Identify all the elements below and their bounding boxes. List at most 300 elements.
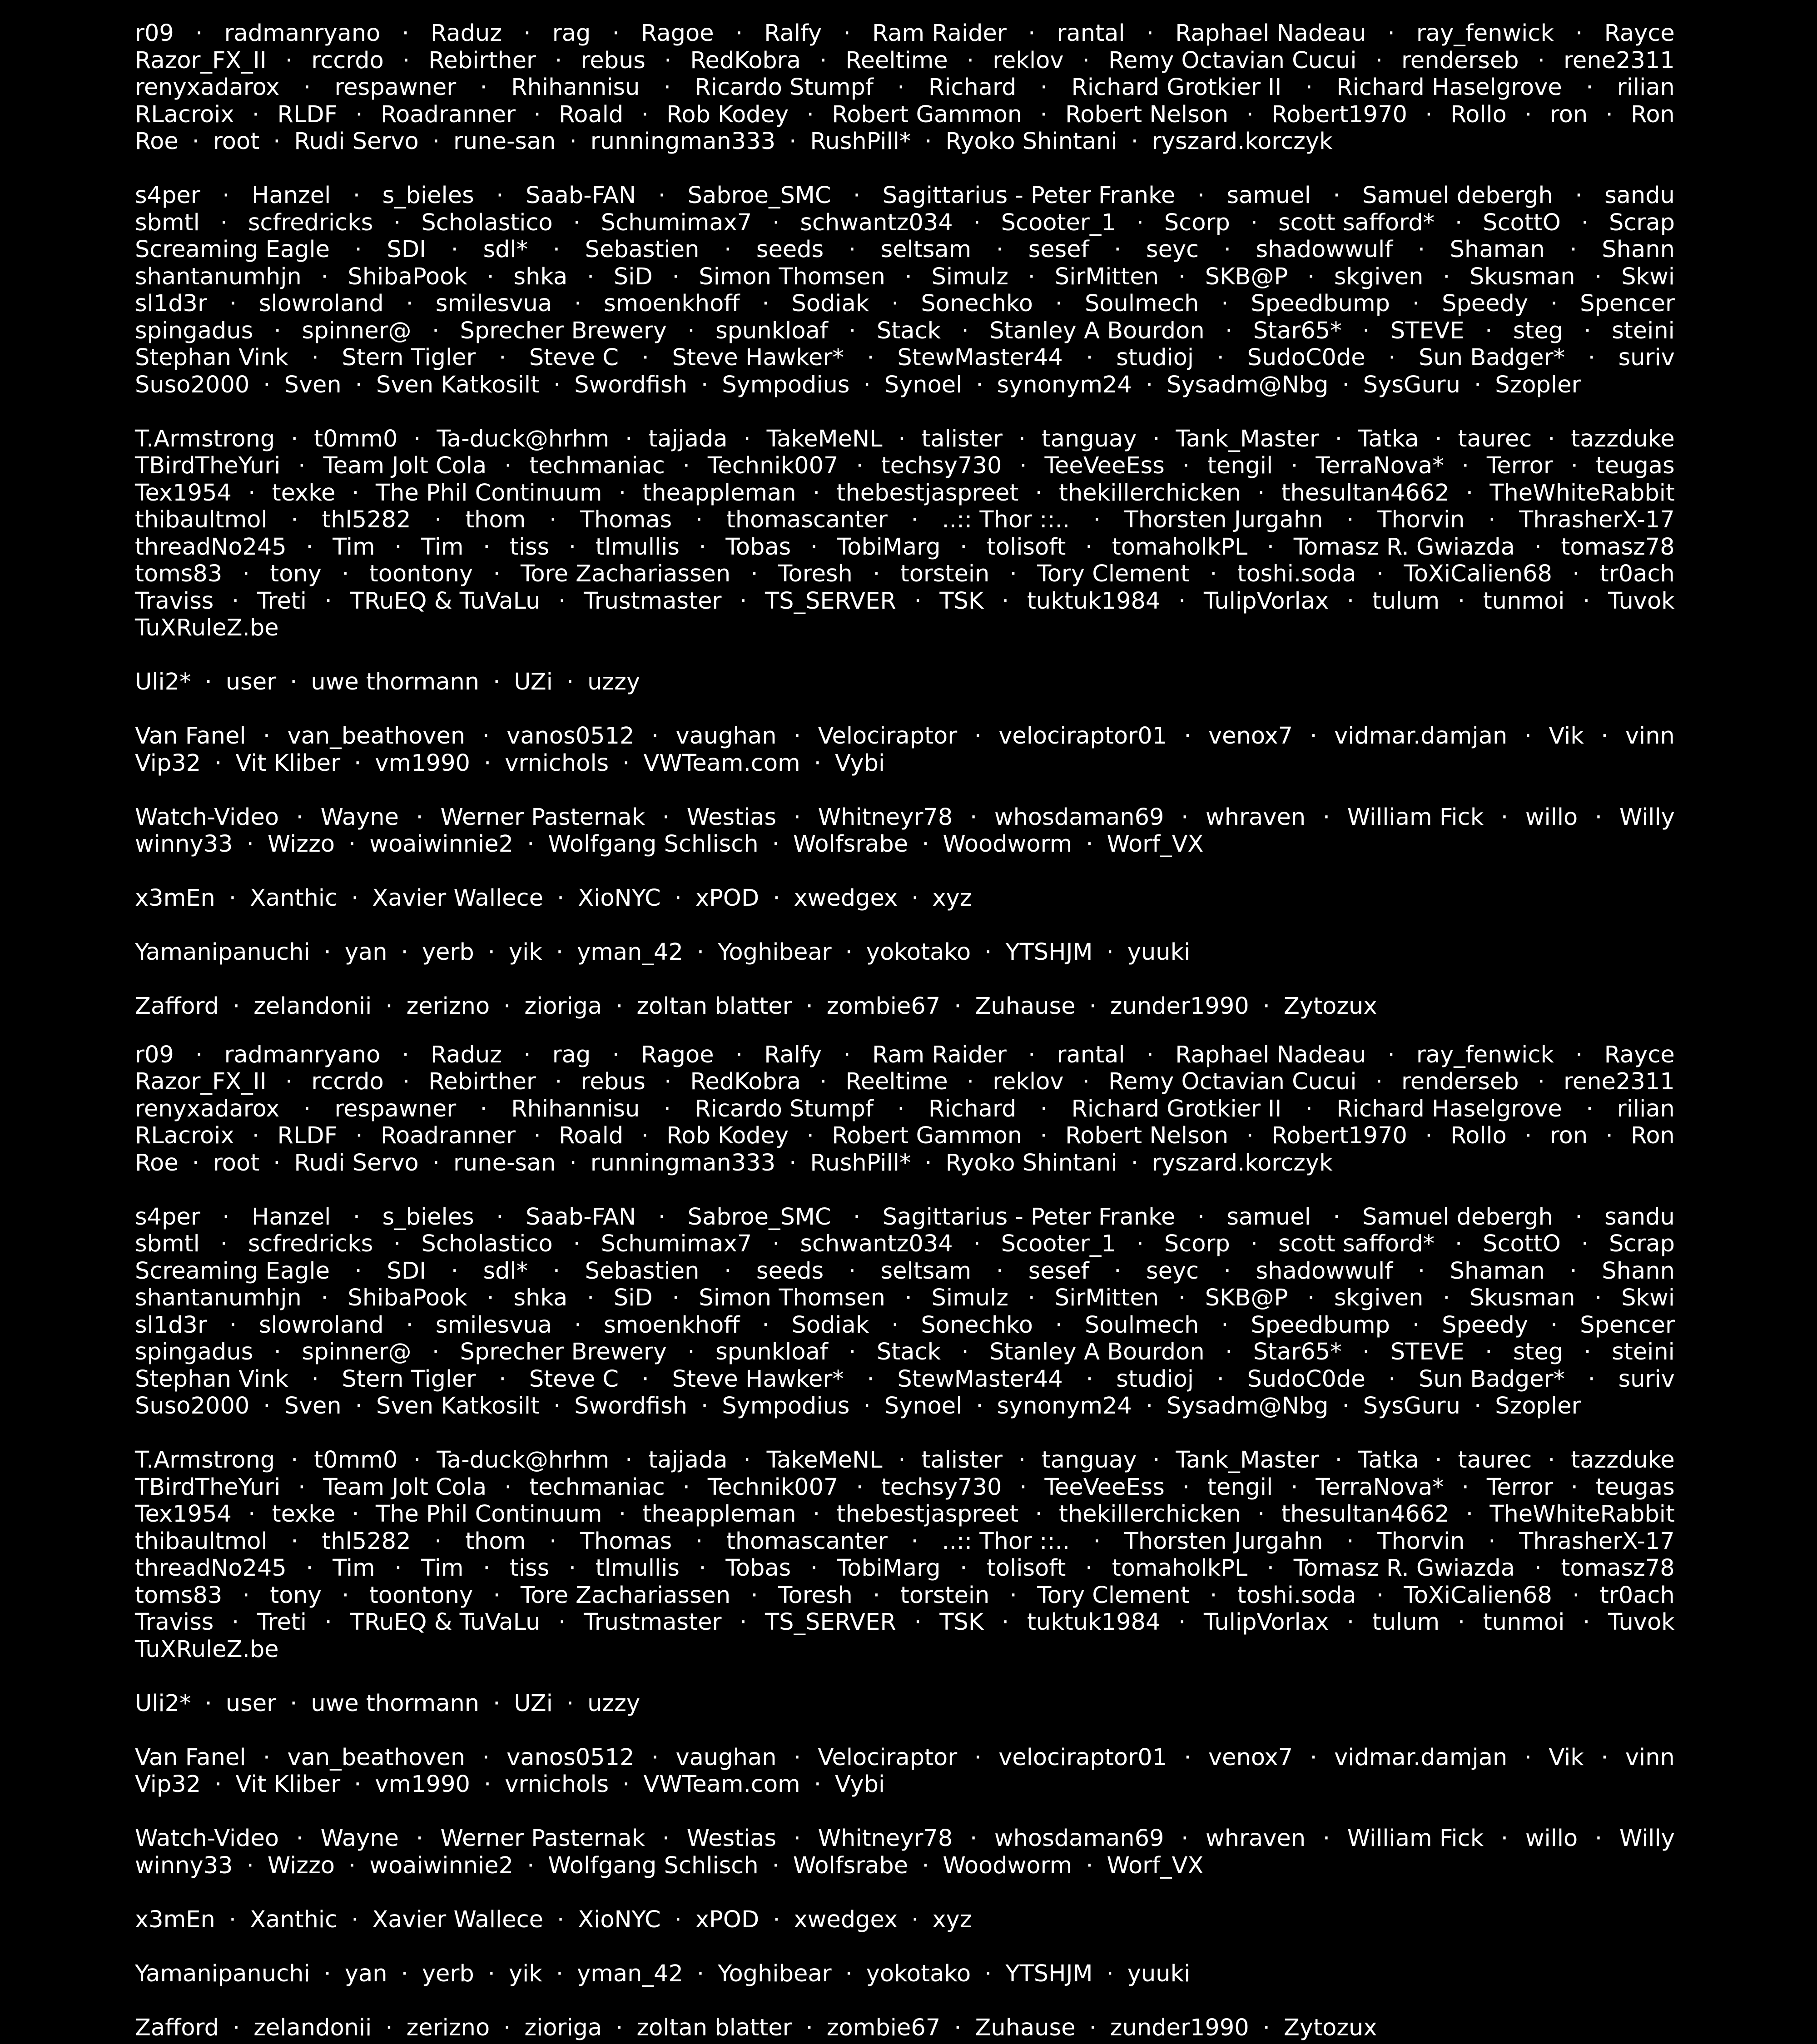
contributor-name: TheWhiteRabbit bbox=[1489, 1501, 1675, 1528]
contributor-name: xyz bbox=[932, 1906, 972, 1933]
contributor-name: Toresh bbox=[778, 561, 853, 587]
contributor-name: Xanthic bbox=[250, 885, 338, 912]
name-separator: · bbox=[1605, 101, 1613, 128]
contributor-name: taurec bbox=[1458, 1447, 1532, 1473]
contributor-name: ray_fenwick bbox=[1416, 1041, 1554, 1068]
contributor-name: Steve C bbox=[529, 1365, 619, 1393]
contributor-name: Sun Badger* bbox=[1419, 344, 1565, 371]
contributor-name: Terror bbox=[1486, 452, 1553, 479]
credits-line bbox=[135, 615, 1675, 642]
contributor-name: zerizno bbox=[406, 993, 490, 1020]
name-separator: · bbox=[701, 1393, 709, 1419]
name-separator: · bbox=[1584, 317, 1591, 344]
contributor-name: Ricardo Stumpf bbox=[695, 1095, 874, 1122]
contributor-name: SiD bbox=[613, 263, 653, 290]
contributor-name: RLacroix bbox=[135, 101, 234, 128]
contributor-name: Zuhause bbox=[975, 2014, 1076, 2041]
contributor-name: Spencer bbox=[1580, 290, 1675, 317]
name-separator: · bbox=[616, 993, 623, 1020]
name-separator: · bbox=[954, 993, 962, 1020]
name-separator: · bbox=[246, 831, 254, 858]
name-separator: · bbox=[1346, 506, 1354, 533]
name-separator: · bbox=[853, 1203, 861, 1230]
contributor-name: Tobas bbox=[725, 533, 791, 561]
name-separator: · bbox=[663, 1095, 671, 1122]
name-separator: · bbox=[695, 1528, 703, 1555]
contributor-name: Zuhause bbox=[975, 993, 1076, 1020]
name-separator: · bbox=[1082, 47, 1090, 74]
contributor-name: Rayce bbox=[1604, 20, 1675, 47]
contributor-name: zombie67 bbox=[826, 993, 941, 1020]
contributor-name: toshi.soda bbox=[1237, 1582, 1356, 1609]
name-separator: · bbox=[1216, 344, 1224, 371]
contributor-name: sbmtl bbox=[135, 1230, 200, 1257]
name-separator: · bbox=[1581, 1230, 1589, 1257]
contributor-name: Ram Raider bbox=[872, 1041, 1007, 1068]
contributor-name: sesef bbox=[1028, 1257, 1089, 1285]
name-separator: · bbox=[527, 831, 535, 858]
credits-line bbox=[135, 101, 1675, 129]
contributor-name: Tore Zachariassen bbox=[521, 1582, 731, 1609]
contributor-name: Robert Nelson bbox=[1065, 1122, 1229, 1149]
contributor-name: teugas bbox=[1595, 452, 1675, 479]
name-separator: · bbox=[1412, 290, 1420, 317]
name-separator: · bbox=[1572, 1582, 1580, 1609]
contributor-name: sl1d3r bbox=[135, 1311, 207, 1339]
credits-line bbox=[135, 1474, 1675, 1501]
contributor-name: Ta-duck@hrhm bbox=[437, 425, 610, 452]
name-separator: · bbox=[806, 101, 814, 128]
name-separator: · bbox=[1575, 182, 1583, 209]
contributor-name: slowroland bbox=[258, 1311, 384, 1339]
name-separator: · bbox=[1485, 317, 1493, 344]
contributor-name: theappleman bbox=[642, 1501, 796, 1528]
name-separator: · bbox=[504, 1473, 512, 1501]
name-separator: · bbox=[432, 1339, 440, 1365]
credits-line bbox=[135, 128, 1675, 155]
name-separator: · bbox=[924, 1149, 932, 1176]
credits-line bbox=[135, 1501, 1675, 1528]
name-separator: · bbox=[1570, 1473, 1578, 1501]
credits-line bbox=[135, 1339, 1675, 1366]
name-separator: · bbox=[413, 425, 421, 452]
name-separator: · bbox=[587, 1285, 595, 1311]
name-separator: · bbox=[996, 1257, 1004, 1285]
contributor-name: s_bieles bbox=[382, 1203, 474, 1230]
contributor-name: Steve Hawker* bbox=[672, 1365, 844, 1393]
contributor-name: Hanzel bbox=[252, 1203, 331, 1230]
name-separator: · bbox=[228, 885, 237, 912]
name-separator: · bbox=[1262, 2014, 1270, 2041]
contributor-name: sbmtl bbox=[135, 209, 200, 236]
name-separator: · bbox=[1145, 1393, 1153, 1419]
contributor-name: StewMaster44 bbox=[897, 1365, 1063, 1393]
contributor-name: Uli2* bbox=[135, 1690, 191, 1717]
contributor-name: Sprecher Brewery bbox=[460, 317, 667, 344]
contributor-name: tomasz78 bbox=[1561, 533, 1675, 561]
name-separator: · bbox=[496, 182, 504, 209]
contributor-name: TerraNova* bbox=[1316, 1473, 1444, 1501]
name-separator: · bbox=[961, 1339, 969, 1365]
contributor-name: vidmar.damjan bbox=[1334, 723, 1508, 749]
name-separator: · bbox=[976, 1393, 983, 1419]
name-separator: · bbox=[527, 1852, 535, 1879]
name-separator: · bbox=[793, 723, 801, 749]
contributor-name: Westias bbox=[686, 1825, 777, 1852]
credits-line bbox=[135, 1068, 1675, 1096]
credits-line bbox=[135, 1906, 1675, 1934]
contributor-name: Vip32 bbox=[135, 1771, 201, 1798]
name-separator: · bbox=[483, 1555, 491, 1582]
credits-line bbox=[135, 1393, 1675, 1420]
name-separator: · bbox=[1417, 1257, 1425, 1285]
name-separator: · bbox=[1601, 1744, 1608, 1771]
contributor-name: Sonechko bbox=[921, 290, 1033, 317]
contributor-name: s4per bbox=[135, 1203, 200, 1230]
name-separator: · bbox=[354, 749, 362, 777]
contributor-name: Richard bbox=[928, 1095, 1017, 1122]
name-separator: · bbox=[911, 1528, 918, 1555]
name-separator: · bbox=[664, 47, 672, 74]
credits-line bbox=[135, 1636, 1675, 1663]
contributor-name: TS_SERVER bbox=[765, 1609, 896, 1636]
contributor-name: studioj bbox=[1116, 344, 1194, 371]
name-separator: · bbox=[1583, 1609, 1590, 1636]
name-separator: · bbox=[1584, 1339, 1591, 1365]
contributor-name: Screaming Eagle bbox=[135, 236, 330, 263]
contributor-name: STEVE bbox=[1390, 1339, 1465, 1365]
contributor-name: Robert Gammon bbox=[832, 101, 1023, 128]
name-separator: · bbox=[1534, 1555, 1542, 1582]
contributor-name: TBirdTheYuri bbox=[135, 452, 281, 479]
contributor-name: tajjada bbox=[648, 1447, 728, 1473]
name-separator: · bbox=[568, 1555, 576, 1582]
contributor-name: Watch-Video bbox=[135, 804, 279, 831]
contributor-name: Richard Haselgrove bbox=[1336, 74, 1562, 101]
name-separator: · bbox=[658, 182, 666, 209]
contributor-name: Shaman bbox=[1450, 1257, 1545, 1285]
contributor-name: r09 bbox=[135, 1041, 174, 1068]
name-separator: · bbox=[922, 1852, 929, 1879]
name-separator: · bbox=[1575, 1203, 1583, 1230]
contributor-name: Werner Pasternak bbox=[440, 1825, 645, 1852]
contributor-name: vanos0512 bbox=[506, 723, 635, 749]
contributor-name: t0mm0 bbox=[314, 1447, 398, 1473]
contributor-name: Stack bbox=[876, 317, 941, 344]
name-separator: · bbox=[867, 1365, 874, 1393]
name-separator: · bbox=[416, 1825, 423, 1852]
name-separator: · bbox=[806, 1122, 814, 1149]
credits-line bbox=[135, 939, 1675, 966]
name-separator: · bbox=[229, 290, 237, 317]
contributor-name: SDI bbox=[387, 1257, 427, 1285]
contributor-name: zunder1990 bbox=[1110, 993, 1249, 1020]
name-separator: · bbox=[682, 452, 690, 479]
contributor-name: Wolfsrabe bbox=[793, 1852, 908, 1879]
name-separator: · bbox=[306, 1555, 313, 1582]
contributor-name: Skwi bbox=[1621, 1285, 1675, 1311]
contributor-name: vm1990 bbox=[375, 1771, 470, 1798]
contributor-name: ShibaPook bbox=[348, 1285, 467, 1311]
credits-block bbox=[135, 20, 1675, 1020]
contributor-name: Sven Katkosilt bbox=[376, 371, 540, 398]
contributor-name: Sven bbox=[284, 371, 342, 398]
contributor-name: Stern Tigler bbox=[342, 344, 476, 371]
name-separator: · bbox=[533, 1122, 541, 1149]
name-separator: · bbox=[1346, 1609, 1355, 1636]
contributor-name: Velociraptor bbox=[818, 723, 958, 749]
name-separator: · bbox=[658, 1203, 666, 1230]
contributor-name: Tuvok bbox=[1608, 1609, 1675, 1636]
credits-block bbox=[135, 1042, 1675, 2042]
contributor-name: tanguay bbox=[1041, 1447, 1137, 1473]
contributor-name: rune-san bbox=[453, 128, 556, 155]
contributor-name: Whitneyr78 bbox=[818, 1825, 953, 1852]
contributor-name: TSK bbox=[939, 1609, 984, 1636]
contributor-name: tiss bbox=[509, 533, 550, 561]
credits-line bbox=[135, 290, 1675, 318]
contributor-name: Scorp bbox=[1164, 1230, 1230, 1257]
contributor-name: rccrdo bbox=[311, 1068, 384, 1095]
name-separator: · bbox=[273, 1339, 281, 1365]
contributor-name: vaughan bbox=[675, 1744, 777, 1771]
contributor-name: smoenkhoff bbox=[604, 1311, 740, 1339]
name-separator: · bbox=[898, 425, 906, 452]
contributor-name: Ragoe bbox=[641, 20, 714, 47]
credits-section-x bbox=[135, 885, 1675, 912]
credits-line bbox=[135, 750, 1675, 777]
contributor-name: SKB@P bbox=[1205, 1285, 1288, 1311]
name-separator: · bbox=[1569, 236, 1577, 263]
name-separator: · bbox=[740, 587, 747, 615]
name-separator: · bbox=[1182, 1473, 1190, 1501]
contributor-name: Thomas bbox=[580, 506, 672, 533]
contributor-name: Stephan Vink bbox=[135, 1365, 289, 1393]
contributor-name: Ta-duck@hrhm bbox=[437, 1447, 610, 1473]
name-separator: · bbox=[1375, 1068, 1383, 1095]
name-separator: · bbox=[566, 1690, 574, 1717]
contributor-name: Vip32 bbox=[135, 749, 201, 777]
contributor-name: Technik007 bbox=[707, 452, 839, 479]
name-separator: · bbox=[1223, 236, 1231, 263]
name-separator: · bbox=[1223, 1257, 1231, 1285]
name-separator: · bbox=[618, 479, 626, 506]
name-separator: · bbox=[1086, 1852, 1093, 1879]
name-separator: · bbox=[204, 1690, 212, 1717]
contributor-name: StewMaster44 bbox=[897, 344, 1063, 371]
name-separator: · bbox=[1524, 1744, 1532, 1771]
credits-section-t bbox=[135, 426, 1675, 642]
name-separator: · bbox=[616, 2014, 623, 2041]
contributor-name: tolisoft bbox=[986, 533, 1066, 561]
name-separator: · bbox=[1085, 533, 1093, 561]
contributor-name: Yamanipanuchi bbox=[135, 1960, 310, 1987]
name-separator: · bbox=[1333, 1203, 1340, 1230]
contributor-name: x3mEn bbox=[135, 1906, 215, 1933]
contributor-name: Zytozux bbox=[1283, 2014, 1377, 2041]
name-separator: · bbox=[434, 506, 442, 533]
name-separator: · bbox=[1019, 1473, 1027, 1501]
contributor-name: ryszard.korczyk bbox=[1152, 128, 1333, 155]
name-separator: · bbox=[1178, 1609, 1186, 1636]
contributor-name: synonym24 bbox=[997, 371, 1132, 398]
name-separator: · bbox=[772, 209, 780, 236]
name-separator: · bbox=[773, 1906, 780, 1933]
contributor-name: theappleman bbox=[642, 479, 796, 506]
credits-line bbox=[135, 885, 1675, 912]
contributor-name: xPOD bbox=[695, 1906, 760, 1933]
name-separator: · bbox=[355, 1393, 362, 1419]
contributor-name: seyc bbox=[1146, 1257, 1199, 1285]
contributor-name: Werner Pasternak bbox=[440, 804, 645, 831]
name-separator: · bbox=[1335, 1447, 1342, 1473]
contributor-name: ShibaPook bbox=[348, 263, 467, 290]
name-separator: · bbox=[1594, 263, 1602, 290]
name-separator: · bbox=[772, 1230, 780, 1257]
contributor-name: rebus bbox=[581, 47, 645, 74]
contributor-name: shadowwulf bbox=[1256, 236, 1393, 263]
contributor-name: TeeVeeEss bbox=[1044, 1473, 1165, 1501]
name-separator: · bbox=[1524, 101, 1532, 128]
contributor-name: zoltan blatter bbox=[636, 2014, 792, 2041]
name-separator: · bbox=[493, 669, 501, 695]
name-separator: · bbox=[273, 317, 281, 344]
contributor-name: RedKobra bbox=[690, 47, 801, 74]
contributor-name: Ralfy bbox=[764, 1041, 822, 1068]
name-separator: · bbox=[1524, 723, 1532, 749]
credits-line bbox=[135, 344, 1675, 372]
contributor-name: Toresh bbox=[778, 1582, 853, 1609]
contributor-name: TobiMarg bbox=[837, 533, 941, 561]
contributor-name: woaiwinnie2 bbox=[369, 1852, 514, 1879]
contributor-name: ScottO bbox=[1483, 209, 1561, 236]
name-separator: · bbox=[556, 1960, 564, 1987]
name-separator: · bbox=[355, 371, 362, 398]
name-separator: · bbox=[1221, 290, 1229, 317]
contributor-name: tulum bbox=[1372, 1609, 1440, 1636]
name-separator: · bbox=[296, 1825, 303, 1852]
name-separator: · bbox=[663, 74, 671, 101]
name-separator: · bbox=[355, 1122, 363, 1149]
contributor-name: toshi.soda bbox=[1237, 561, 1356, 587]
contributor-name: xwedgex bbox=[794, 885, 898, 912]
name-separator: · bbox=[434, 1528, 442, 1555]
name-separator: · bbox=[1570, 452, 1578, 479]
contributor-name: vm1990 bbox=[375, 749, 470, 777]
name-separator: · bbox=[843, 20, 851, 47]
contributor-name: Rob Kodey bbox=[666, 1122, 789, 1149]
contributor-name: sandu bbox=[1604, 182, 1675, 209]
name-separator: · bbox=[911, 506, 918, 533]
contributor-name: scfredricks bbox=[248, 209, 373, 236]
contributor-name: Vybi bbox=[834, 749, 885, 777]
name-separator: · bbox=[810, 1555, 818, 1582]
contributor-name: schwantz034 bbox=[800, 209, 953, 236]
contributor-name: Rudi Servo bbox=[294, 1149, 419, 1176]
name-separator: · bbox=[961, 317, 969, 344]
contributor-name: Zafford bbox=[135, 2014, 219, 2041]
contributor-name: Ricardo Stumpf bbox=[695, 74, 874, 101]
name-separator: · bbox=[1461, 1473, 1469, 1501]
contributor-name: studioj bbox=[1116, 1365, 1194, 1393]
contributor-name: Robert Nelson bbox=[1065, 101, 1229, 128]
contributor-name: renderseb bbox=[1401, 47, 1519, 74]
name-separator: · bbox=[1305, 1095, 1313, 1122]
contributor-name: ray_fenwick bbox=[1416, 20, 1554, 47]
name-separator: · bbox=[1178, 587, 1186, 615]
contributor-name: Schumimax7 bbox=[601, 1230, 752, 1257]
contributor-name: SKB@P bbox=[1205, 263, 1288, 290]
name-separator: · bbox=[555, 1068, 562, 1095]
name-separator: · bbox=[984, 1960, 992, 1987]
name-separator: · bbox=[740, 1609, 747, 1636]
contributor-name: suriv bbox=[1618, 1365, 1675, 1393]
name-separator: · bbox=[252, 101, 260, 128]
name-separator: · bbox=[848, 1257, 856, 1285]
credits-line bbox=[135, 1771, 1675, 1798]
name-separator: · bbox=[246, 1852, 254, 1879]
contributor-name: TS_SERVER bbox=[765, 587, 896, 615]
contributor-name: Soulmech bbox=[1084, 1311, 1199, 1339]
contributor-name: SirMitten bbox=[1054, 263, 1159, 290]
contributor-name: Richard Grotkier II bbox=[1071, 74, 1282, 101]
name-separator: · bbox=[1569, 1257, 1577, 1285]
name-separator: · bbox=[483, 1771, 491, 1798]
name-separator: · bbox=[273, 128, 281, 155]
contributor-name: Szopler bbox=[1495, 1393, 1581, 1419]
name-separator: · bbox=[499, 1365, 506, 1393]
name-separator: · bbox=[406, 290, 413, 317]
contributor-name: whosdaman69 bbox=[994, 1825, 1164, 1852]
contributor-name: Stack bbox=[876, 1339, 941, 1365]
contributor-name: Skwi bbox=[1621, 263, 1675, 290]
contributor-name: shadowwulf bbox=[1256, 1257, 1393, 1285]
name-separator: · bbox=[1040, 101, 1048, 128]
credits-section-z bbox=[135, 2014, 1675, 2042]
name-separator: · bbox=[220, 1230, 228, 1257]
contributor-name: Zafford bbox=[135, 993, 219, 1020]
contributor-name: Rhihannisu bbox=[511, 1095, 640, 1122]
contributor-name: shantanumhjn bbox=[135, 263, 302, 290]
name-separator: · bbox=[848, 236, 856, 263]
contributor-name: toontony bbox=[369, 1582, 473, 1609]
name-separator: · bbox=[618, 1501, 626, 1528]
name-separator: · bbox=[1333, 182, 1340, 209]
name-separator: · bbox=[1216, 1365, 1224, 1393]
contributor-name: William Fick bbox=[1347, 804, 1484, 831]
contributor-name: Thorsten Jurgahn bbox=[1124, 506, 1323, 533]
name-separator: · bbox=[487, 939, 495, 966]
contributor-name: Roe bbox=[135, 128, 179, 155]
name-separator: · bbox=[1002, 1609, 1009, 1636]
contributor-name: thl5282 bbox=[322, 1528, 411, 1555]
name-separator: · bbox=[805, 993, 813, 1020]
name-separator: · bbox=[354, 1257, 362, 1285]
credits-line bbox=[135, 1204, 1675, 1231]
name-separator: · bbox=[1461, 452, 1469, 479]
contributor-name: Rebirther bbox=[428, 1068, 536, 1095]
contributor-name: Razor_FX_II bbox=[135, 1068, 267, 1095]
credits-line bbox=[135, 74, 1675, 101]
name-separator: · bbox=[853, 182, 861, 209]
contributor-name: Scholastico bbox=[421, 209, 553, 236]
name-separator: · bbox=[354, 236, 362, 263]
name-separator: · bbox=[573, 1230, 581, 1257]
name-separator: · bbox=[898, 1447, 906, 1473]
credits-line bbox=[135, 831, 1675, 858]
contributor-name: tr0ach bbox=[1599, 1582, 1675, 1609]
name-separator: · bbox=[1093, 506, 1101, 533]
